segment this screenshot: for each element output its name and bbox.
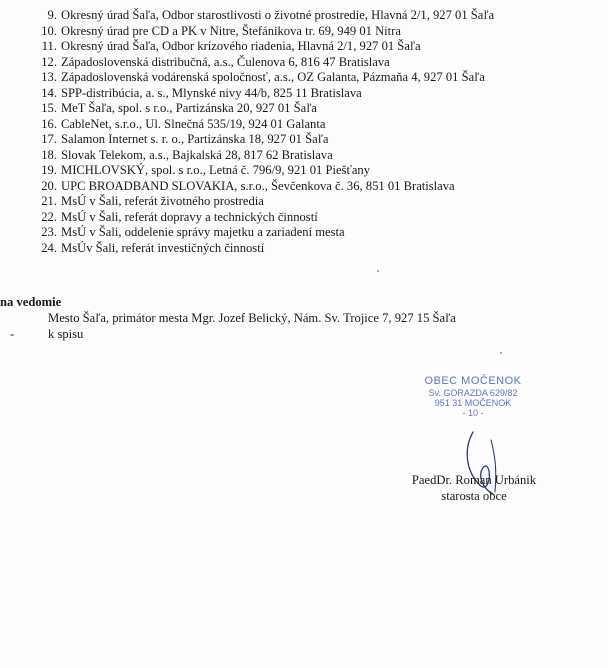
- signer-name: PaedDr. Roman Urbánik: [411, 473, 537, 487]
- na-vedomie-bullet: [10, 327, 83, 342]
- recipient-text: MsÚ v Šali, oddelenie správy majetku a zariadení mesta: [61, 225, 345, 239]
- recipient-item: [37, 179, 494, 195]
- recipient-text: CableNet, s.r.o., Ul. Slnečná 535/19, 924 01 Galanta: [61, 116, 326, 131]
- recipient-number: 14.: [41, 85, 57, 100]
- recipient-item: [37, 132, 494, 148]
- recipient-text: MsÚv Šali, referát investičných činností: [61, 240, 265, 255]
- recipient-list: [37, 8, 494, 256]
- na-vedomie-heading: na vedomie: [0, 295, 62, 309]
- na-vedomie-recipient: Mesto Šaľa, primátor mesta Mgr. Jozef Belický, Nám. Sv. Trojice 7, 927 15 Šaľa: [48, 311, 456, 325]
- recipient-text: MsÚ v Šali, referát životného prostredia: [61, 194, 264, 208]
- recipient-number: 12.: [41, 54, 57, 69]
- recipient-number: 20.: [41, 178, 57, 193]
- stamp-postcode: 951 31 MOČENOK: [434, 398, 512, 408]
- scan-speck: [500, 352, 502, 354]
- recipient-text: Okresný úrad Šaľa, Odbor krízového riadenia, Hlavná 2/1, 927 01 Šaľa: [61, 39, 421, 53]
- recipient-item: [37, 117, 494, 133]
- recipient-text: MsÚ v Šali, referát dopravy a technických činností: [61, 209, 318, 224]
- recipient-number: 13.: [41, 70, 57, 84]
- recipient-text: Okresný úrad pre CD a PK v Nitre, Štefánikova tr. 69, 949 01 Nitra: [61, 23, 401, 38]
- recipient-item: [37, 148, 494, 164]
- bullet-dash: -: [10, 327, 15, 341]
- bullet-text: k spisu: [48, 327, 84, 341]
- recipient-item: [37, 86, 494, 102]
- recipient-item: [37, 210, 494, 226]
- recipient-number: 21.: [41, 194, 57, 208]
- recipient-number: 22.: [41, 209, 57, 224]
- signer-block: [404, 473, 544, 504]
- recipient-text: Salamon Internet s. r. o., Partizánska 18, 927 01 Šaľa: [61, 132, 329, 146]
- recipient-number: 15.: [41, 101, 57, 115]
- stamp-title: OBEC MOČENOK: [424, 375, 522, 387]
- recipient-text: Okresný úrad Šaľa, Odbor starostlivosti o životné prostredie, Hlavná 2/1, 927 01 Šaľa: [61, 8, 495, 22]
- recipient-number: 11.: [41, 39, 57, 53]
- recipient-item: [37, 225, 494, 241]
- recipient-item: [37, 24, 494, 40]
- recipient-item: [37, 70, 494, 86]
- recipient-text: SPP-distribúcia, a. s., Mlynské nivy 44/b, 825 11 Bratislava: [61, 85, 362, 100]
- recipient-number: 10.: [41, 23, 57, 38]
- recipient-item: [37, 163, 494, 179]
- recipient-number: 18.: [41, 147, 57, 162]
- recipient-number: 19.: [41, 163, 57, 177]
- recipient-text: Slovak Telekom, a.s., Bajkalská 28, 817 62 Bratislava: [61, 147, 333, 162]
- recipient-item: [37, 55, 494, 71]
- recipient-number: 24.: [41, 240, 57, 255]
- recipient-text: Západoslovenská vodárenská spoločnosť, a.s., OZ Galanta, Pázmaňa 4, 927 01 Šaľa: [61, 70, 485, 84]
- recipient-number: 17.: [41, 132, 57, 146]
- recipient-text: UPC BROADBAND SLOVAKIA, s.r.o., Ševčenkova č. 36, 851 01 Bratislava: [61, 178, 455, 193]
- signer-title: starosta obce: [441, 488, 507, 503]
- recipient-item: [37, 241, 494, 257]
- stamp-address: Sv. GORAZDA 629/82: [428, 388, 518, 398]
- recipient-item: [37, 194, 494, 210]
- recipient-text: MICHLOVSKÝ, spol. s r.o., Letná č. 796/9, 921 01 Piešťany: [61, 163, 371, 177]
- stamp-number: - 10 -: [462, 408, 484, 418]
- recipient-text: MeT Šaľa, spol. s r.o., Partizánska 20, 927 01 Šaľa: [61, 101, 317, 115]
- recipient-item: [37, 101, 494, 117]
- recipient-number: 16.: [41, 116, 57, 131]
- recipient-number: 23.: [41, 225, 57, 239]
- scan-speck: [377, 270, 379, 272]
- recipient-number: 9.: [47, 8, 57, 22]
- recipient-text: Západoslovenská distribučná, a.s., Čulenova 6, 816 47 Bratislava: [61, 54, 390, 69]
- recipient-item: [37, 8, 494, 24]
- recipient-item: [37, 39, 494, 55]
